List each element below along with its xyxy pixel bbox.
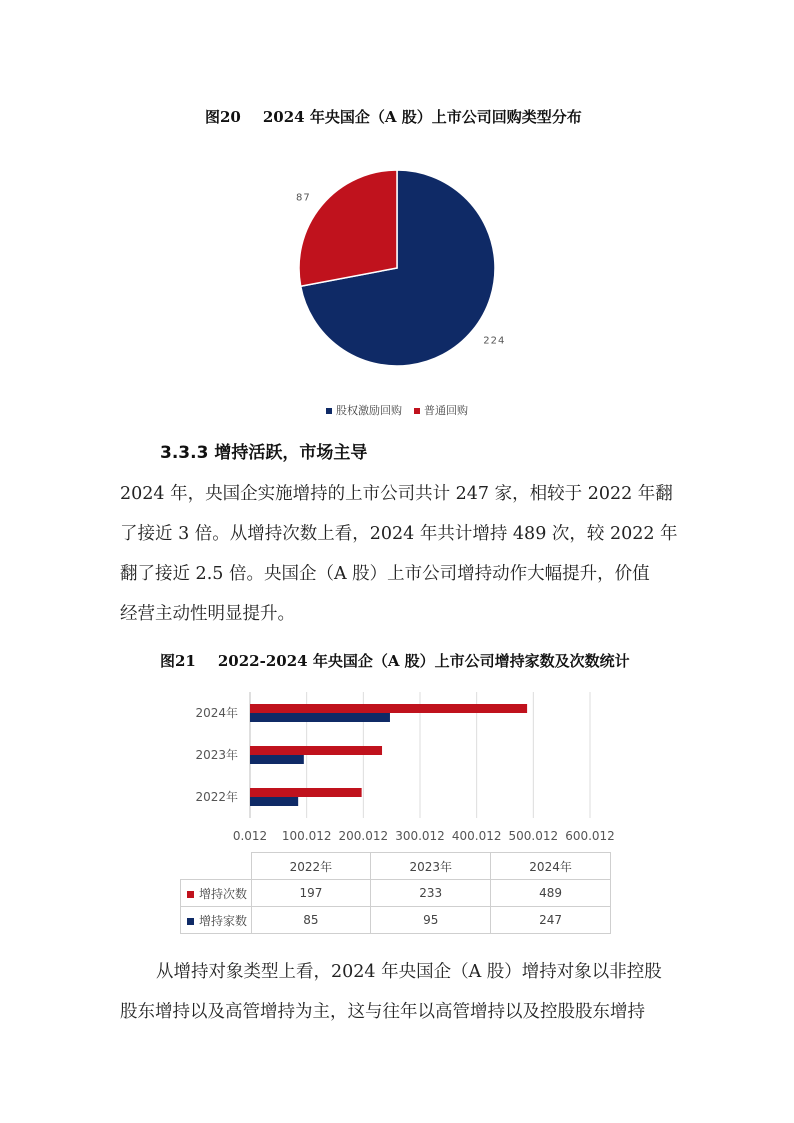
paragraph-line: 2024 年，央国企实施增持的上市公司共计 247 家，相较于 2022 年翻	[120, 484, 673, 504]
table-cell: 489	[491, 880, 611, 907]
paragraph-line: 从增持对象类型上看，2024 年央国企（A 股）增持对象以非控股	[156, 962, 662, 982]
y-category-label: 2023年	[195, 748, 238, 762]
pie-data-label: 87	[296, 192, 311, 204]
bar-companies	[250, 713, 390, 722]
pie-chart	[0, 0, 794, 440]
table-cell: 233	[371, 880, 491, 907]
figure-21-number: 图21	[160, 652, 196, 670]
table-row-head	[181, 880, 252, 907]
table-row-head	[181, 907, 252, 934]
legend-item-equity-buyback	[326, 402, 402, 418]
legend-swatch-red	[414, 408, 420, 414]
paragraph-2	[120, 952, 662, 1032]
paragraph-line: 经营主动性明显提升。	[120, 604, 295, 624]
paragraph-line: 股东增持以及高管增持为主，这与往年以高管增持以及控股股东增持	[120, 1002, 645, 1022]
y-category-label: 2022年	[195, 790, 238, 804]
x-tick-label: 300.012	[395, 829, 445, 843]
bar-chart	[0, 680, 794, 850]
table-header-cell: 2023年	[371, 853, 491, 880]
bar-companies	[250, 755, 304, 764]
bar-count	[250, 704, 527, 713]
x-tick-label: 0.012	[232, 829, 268, 843]
pie-slice-1	[299, 170, 397, 286]
x-tick-label: 400.012	[451, 829, 502, 843]
series-name: 增持次数	[199, 886, 248, 901]
x-tick-label: 500.012	[508, 829, 559, 843]
legend-label: 股权激励回购	[336, 404, 402, 417]
paragraph-line: 翻了接近 2.5 倍。央国企（A 股）上市公司增持动作大幅提升，价值	[120, 564, 650, 584]
legend-swatch-navy	[326, 408, 332, 414]
table-cell: 85	[251, 907, 371, 934]
table-cell: 247	[491, 907, 611, 934]
figure-20-caption: 2024 年央国企（A 股）上市公司回购类型分布	[262, 108, 582, 126]
table-cell: 197	[251, 880, 371, 907]
paragraph-1	[120, 474, 678, 634]
figure-21-title	[160, 650, 630, 671]
table-header-row	[181, 853, 611, 880]
bar-companies	[250, 797, 298, 806]
figure-21-caption: 2022-2024 年央国企（A 股）上市公司增持家数及次数统计	[217, 652, 630, 670]
section-heading: 3.3.3 增持活跃，市场主导	[160, 443, 368, 463]
series-swatch-navy	[187, 918, 194, 925]
table-row	[181, 880, 611, 907]
pie-legend	[326, 402, 468, 418]
x-tick-label: 600.012	[565, 829, 615, 843]
figure-20-number: 图20	[205, 108, 241, 126]
table-corner	[181, 853, 252, 880]
legend-label: 普通回购	[424, 404, 468, 417]
legend-item-normal-buyback	[414, 402, 468, 418]
x-tick-label: 200.012	[338, 829, 389, 843]
series-swatch-red	[187, 891, 194, 898]
y-category-label: 2024年	[195, 706, 238, 720]
table-header-cell: 2022年	[251, 853, 371, 880]
x-tick-label: 100.012	[281, 829, 332, 843]
bar-count	[250, 788, 362, 797]
bar-chart-data-table	[180, 852, 611, 934]
pie-data-label: 224	[483, 335, 506, 347]
table-row	[181, 907, 611, 934]
paragraph-line: 了接近 3 倍。从增持次数上看，2024 年共计增持 489 次，较 2022 年	[120, 524, 678, 544]
series-name: 增持家数	[199, 913, 248, 928]
table-cell: 95	[371, 907, 491, 934]
table-header-cell: 2024年	[491, 853, 611, 880]
bar-count	[250, 746, 382, 755]
